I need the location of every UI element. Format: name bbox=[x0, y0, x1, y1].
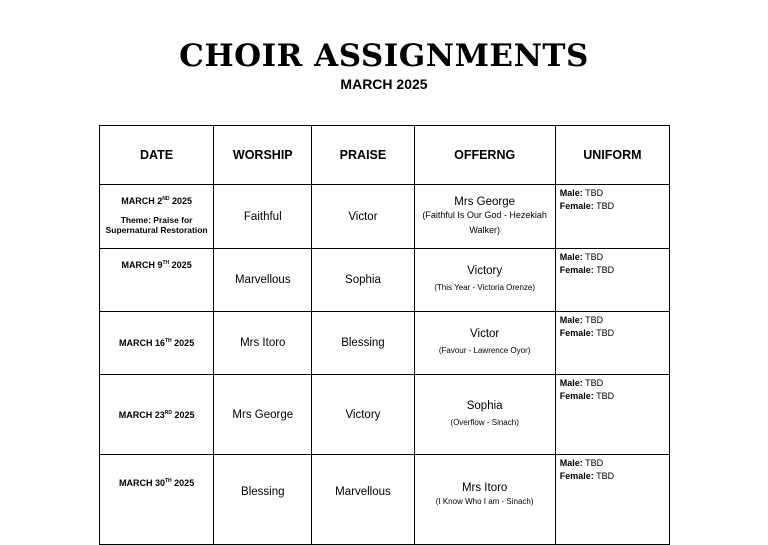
uniform-female: Female: TBD bbox=[559, 201, 615, 211]
praise-name: Victor bbox=[348, 210, 378, 223]
offering-cell bbox=[414, 249, 555, 312]
uniform-male: Male: TBD bbox=[559, 378, 604, 388]
praise-name: Marvellous bbox=[335, 486, 391, 498]
date-cell bbox=[100, 312, 214, 375]
worship-name: Faithful bbox=[243, 210, 282, 223]
offering-song: (This Year - Victoria Orenze) bbox=[434, 283, 536, 292]
uniform-male: Male: TBD bbox=[559, 188, 604, 198]
offering-cell bbox=[414, 455, 555, 545]
offering-song: (Overflow - Sinach) bbox=[450, 417, 519, 427]
assignments-table bbox=[99, 125, 670, 545]
date-text: MARCH 16TH 2025 bbox=[118, 338, 195, 348]
uniform-cell bbox=[555, 249, 669, 312]
header-uniform: UNIFORM bbox=[555, 126, 669, 185]
uniform-female: Female: TBD bbox=[559, 391, 615, 401]
table-row bbox=[100, 249, 670, 312]
uniform-female: Female: TBD bbox=[559, 328, 615, 338]
praise-name: Victory bbox=[345, 408, 381, 421]
worship-name: Mrs George bbox=[232, 408, 294, 421]
table-row bbox=[100, 312, 670, 375]
uniform-cell bbox=[555, 312, 669, 375]
uniform-male: Male: TBD bbox=[559, 315, 604, 325]
date-text: MARCH 9TH 2025 bbox=[121, 260, 192, 270]
header-praise: PRAISE bbox=[312, 126, 414, 185]
date-text: MARCH 30TH 2025 bbox=[118, 478, 195, 488]
worship-cell bbox=[214, 455, 312, 545]
offering-name: Mrs George bbox=[454, 195, 515, 208]
offering-name: Victory bbox=[467, 265, 503, 277]
offering-cell bbox=[414, 185, 555, 249]
uniform-male: Male: TBD bbox=[559, 458, 604, 468]
worship-name: Marvellous bbox=[234, 274, 291, 286]
uniform-male: Male: TBD bbox=[559, 252, 604, 262]
date-text: MARCH 23RD 2025 bbox=[118, 409, 195, 420]
date-cell bbox=[100, 455, 214, 545]
praise-cell bbox=[312, 455, 414, 545]
uniform-female: Female: TBD bbox=[559, 471, 615, 481]
worship-name: Mrs Itoro bbox=[240, 337, 286, 349]
worship-cell bbox=[214, 185, 312, 249]
offering-cell bbox=[414, 312, 555, 375]
worship-cell bbox=[214, 375, 312, 455]
page-subtitle: MARCH 2025 bbox=[340, 76, 428, 92]
praise-cell bbox=[312, 375, 414, 455]
praise-cell bbox=[312, 185, 414, 249]
uniform-cell bbox=[555, 185, 669, 249]
praise-name: Sophia bbox=[345, 274, 381, 286]
praise-cell bbox=[312, 312, 414, 375]
offering-song: (Favour - Lawrence Oyor) bbox=[438, 346, 531, 355]
uniform-cell bbox=[555, 375, 669, 455]
table-row bbox=[100, 375, 670, 455]
uniform-female: Female: TBD bbox=[559, 265, 615, 275]
offering-name: Sophia bbox=[466, 399, 503, 412]
uniform-cell bbox=[555, 455, 669, 545]
theme-text: Theme: Praise for Supernatural Restoration bbox=[105, 215, 208, 235]
date-cell bbox=[100, 185, 214, 249]
worship-cell bbox=[214, 312, 312, 375]
praise-cell bbox=[312, 249, 414, 312]
header-row bbox=[100, 126, 670, 185]
offering-song: (I Know Who I am - Sinach) bbox=[435, 497, 534, 506]
worship-cell bbox=[214, 249, 312, 312]
header-worship: WORSHIP bbox=[214, 126, 312, 185]
table-row bbox=[100, 455, 670, 545]
page-title: CHOIR ASSIGNMENTS bbox=[179, 38, 589, 74]
offering-name: Mrs Itoro bbox=[461, 482, 508, 494]
date-cell bbox=[100, 375, 214, 455]
header-offering: OFFERNG bbox=[414, 126, 555, 185]
header-date: DATE bbox=[100, 126, 214, 185]
date-text: MARCH 2ND 2025 bbox=[121, 196, 192, 206]
offering-name: Victor bbox=[470, 328, 500, 340]
offering-song: (Faithful Is Our God - Hezekiah Walker) bbox=[422, 209, 547, 235]
table-row bbox=[100, 185, 670, 249]
praise-name: Blessing bbox=[341, 337, 385, 349]
offering-cell bbox=[414, 375, 555, 455]
date-cell bbox=[100, 249, 214, 312]
worship-name: Blessing bbox=[241, 486, 285, 498]
